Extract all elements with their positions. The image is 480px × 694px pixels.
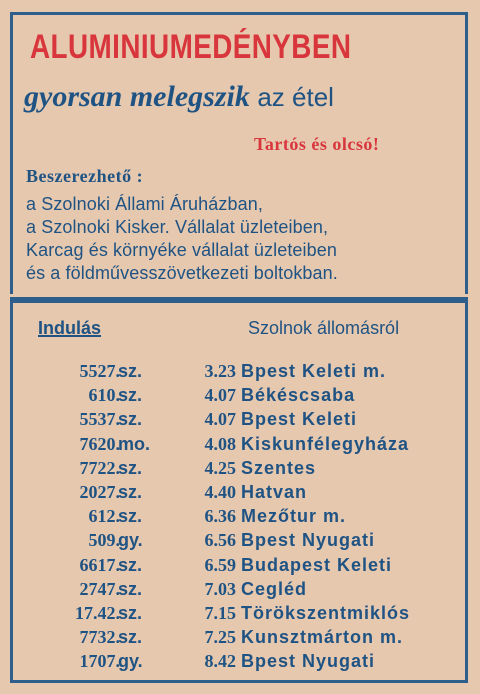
departure-time: 3.23 <box>204 361 236 381</box>
departure-time: 6.56 <box>204 530 236 551</box>
timetable-row <box>0 627 480 651</box>
availability-line: a Szolnoki Állami Áruházban, <box>26 194 263 214</box>
ad-subline-italic: gyorsan melegszik <box>24 80 250 113</box>
train-number: 6617. <box>79 554 120 575</box>
timetable-row <box>0 482 480 506</box>
timetable-row <box>0 506 480 530</box>
train-number: 5537. <box>79 409 120 430</box>
train-number: 610. <box>88 385 120 406</box>
ad-subline-plain: az étel <box>257 82 334 112</box>
train-type: sz. <box>118 506 143 527</box>
train-type: sz. <box>118 457 143 478</box>
train-type: sz. <box>118 578 143 599</box>
train-type: sz. <box>118 385 143 406</box>
destination: Kunsztmárton m. <box>241 627 404 648</box>
departure-time: 8.42 <box>204 651 236 672</box>
train-number: 7620. <box>79 433 120 454</box>
train-number: 7732. <box>79 627 120 648</box>
train-type: gy. <box>118 530 143 551</box>
timetable-row <box>0 555 480 579</box>
destination: Bpest Nyugati <box>241 651 376 672</box>
availability-line: és a földművesszövetkezeti boltokban. <box>26 263 338 283</box>
departure-time: 7.03 <box>204 578 236 599</box>
timetable-station: Szolnok állomásról <box>248 318 400 338</box>
destination: Bpest Keleti m. <box>241 361 387 381</box>
timetable-row <box>0 385 480 409</box>
destination: Bpest Keleti <box>241 409 358 430</box>
departure-time: 6.36 <box>204 506 236 527</box>
destination: Kiskunfélegyháza <box>241 433 410 454</box>
train-number: 2747. <box>79 578 120 599</box>
train-type: sz. <box>118 361 143 381</box>
availability-line: Karcag és környéke vállalat üzleteiben <box>26 240 337 260</box>
timetable-row <box>0 434 480 458</box>
timetable-row <box>0 530 480 554</box>
train-type: sz. <box>118 554 143 575</box>
availability-line: a Szolnoki Kisker. Vállalat üzleteiben, <box>26 217 329 237</box>
destination: Budapest Keleti <box>241 554 393 575</box>
departure-time: 7.15 <box>204 603 236 623</box>
train-type: mo. <box>118 433 151 454</box>
ad-slogan: Tartós és olcsó! <box>254 134 380 154</box>
departure-time: 6.59 <box>204 554 236 575</box>
timetable-heading: Indulás <box>38 318 102 338</box>
train-number: 2027. <box>79 482 120 502</box>
timetable-row <box>0 603 480 627</box>
departure-time: 4.07 <box>204 385 236 406</box>
departure-time: 4.08 <box>204 433 236 454</box>
train-number: 612. <box>88 506 120 527</box>
train-type: sz. <box>118 482 143 502</box>
destination: Törökszentmiklós <box>241 603 411 623</box>
train-number: 1707. <box>79 651 120 672</box>
destination: Békéscsaba <box>241 385 356 406</box>
train-type: sz. <box>118 409 143 430</box>
destination: Szentes <box>241 457 317 478</box>
train-type: sz. <box>118 627 143 648</box>
train-number: 509. <box>88 530 120 551</box>
ad-subline <box>24 80 334 114</box>
timetable-row <box>0 458 480 482</box>
train-number: 17.42. <box>75 603 120 623</box>
train-type: sz. <box>118 603 143 623</box>
timetable-row <box>0 579 480 603</box>
departure-time: 4.07 <box>204 409 236 430</box>
timetable-row <box>0 651 480 675</box>
destination: Mezőtur m. <box>241 506 347 527</box>
ad-headline: ALUMINIUMEDÉNYBEN <box>30 28 352 66</box>
destination: Bpest Nyugati <box>241 530 376 551</box>
timetable-row <box>0 409 480 433</box>
timetable-row <box>0 361 480 385</box>
train-number: 7722. <box>79 457 120 478</box>
train-number: 5527. <box>79 361 120 381</box>
availability-heading: Beszerezhető : <box>26 166 144 186</box>
departure-time: 4.40 <box>204 482 236 502</box>
destination: Hatvan <box>241 482 308 502</box>
train-type: gy. <box>118 651 143 672</box>
destination: Cegléd <box>241 578 308 599</box>
departure-time: 7.25 <box>204 627 236 648</box>
departure-time: 4.25 <box>204 457 236 478</box>
